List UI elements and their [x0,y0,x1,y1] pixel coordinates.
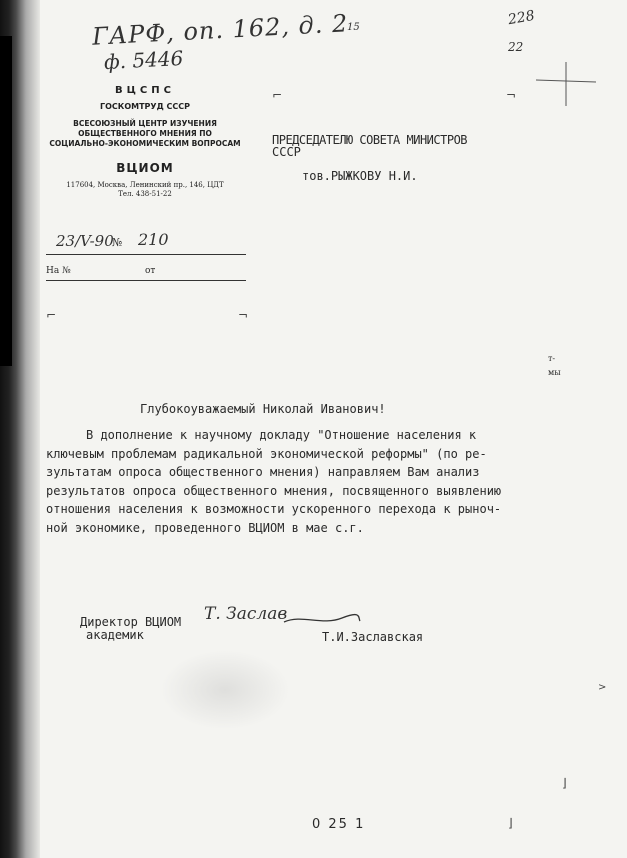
corner-cross-mark [536,62,596,106]
page-code: 0 25 1 [312,817,366,832]
addressee-country: СССР [272,145,301,159]
signatory-position: Директор ВЦИОМ [80,615,182,629]
paragraph-line: ключевым проблемам радикальной экономической реформы" (по ре- [46,446,487,461]
letter-paragraph [46,426,526,537]
salutation: Глубокоуважаемый Николай Иванович! [140,402,386,416]
addressee-name: тов.РЫЖКОВУ Н.И. [302,169,418,183]
margin-cut-text [548,352,561,380]
binding-dark-strip [0,36,12,366]
corner-mark: ⌐ [272,88,283,102]
signatory-rank: академик [86,628,144,642]
sheet-number-secondary: 22 [508,40,524,54]
archive-reference-handwritten: ГАРФ, оп. 162, д. 2 [91,9,349,51]
signature-flourish [282,612,362,632]
org-goskomtrud: ГОСКОМТРУД СССР [100,102,190,111]
addressee-title: ПРЕДСЕДАТЕЛЮ СОВЕТА МИНИСТРОВ [272,133,468,147]
corner-mark: ¬ [238,308,249,322]
edge-mark: > [598,682,607,693]
margin-cut-line2: мы [548,368,561,377]
archive-fund-handwritten: ф. 5446 [103,45,184,75]
corner-mark: ¬ [506,88,517,102]
archive-small-mark: 15 [347,22,360,33]
faded-stamp [160,650,290,730]
org-full-name: ВСЕСОЮЗНЫЙ ЦЕНТР ИЗУЧЕНИЯ ОБЩЕСТВЕННОГО МНЕНИЯ ПО СОЦИАЛЬНО-ЭКОНОМИЧЕСКИМ ВОПРОСАМ [49,119,241,148]
paragraph-line: В дополнение к научному докладу "Отношение населения к [86,428,477,442]
reference-line [46,280,246,281]
org-phone: Тел. 438-51-22 [118,190,172,198]
sheet-number-handwritten: 228 [506,7,536,29]
org-abbrev: ВЦИОМ [116,161,174,175]
corner-mark: ⌋ [508,816,513,830]
margin-cut-line1: т- [548,354,556,363]
paragraph-line: отношения населения к возможности ускоренного перехода к рыноч- [46,502,502,516]
reference-number-label: На № [46,266,71,276]
outgoing-number-handwritten: 210 [138,230,169,249]
paragraph-line: ной экономике, проведенного ВЦИОМ в мае с.г. [46,520,364,535]
handwritten-signature: Т. Заслав [204,604,288,624]
paragraph-line: зультатам опроса общественного мнения) направляем Вам анализ [46,465,480,479]
outgoing-number-label: № [112,236,123,249]
outgoing-line [46,254,246,255]
letterhead [48,85,242,199]
corner-mark: ⌐ [46,308,57,322]
org-address: 117604, Москва, Ленинский пр., 146, ЦДТ [66,181,224,189]
reference-date-label: от [145,266,156,276]
org-vtssps: ВЦСПС [115,85,175,96]
corner-mark: ⌋ [562,776,567,790]
signatory-name: Т.И.Заславская [322,630,424,644]
addressee-block [272,133,468,183]
paragraph-line: результатов опроса общественного мнения, посвященного выявлению [46,483,502,498]
outgoing-date-handwritten: 23/V-90 [56,232,114,250]
